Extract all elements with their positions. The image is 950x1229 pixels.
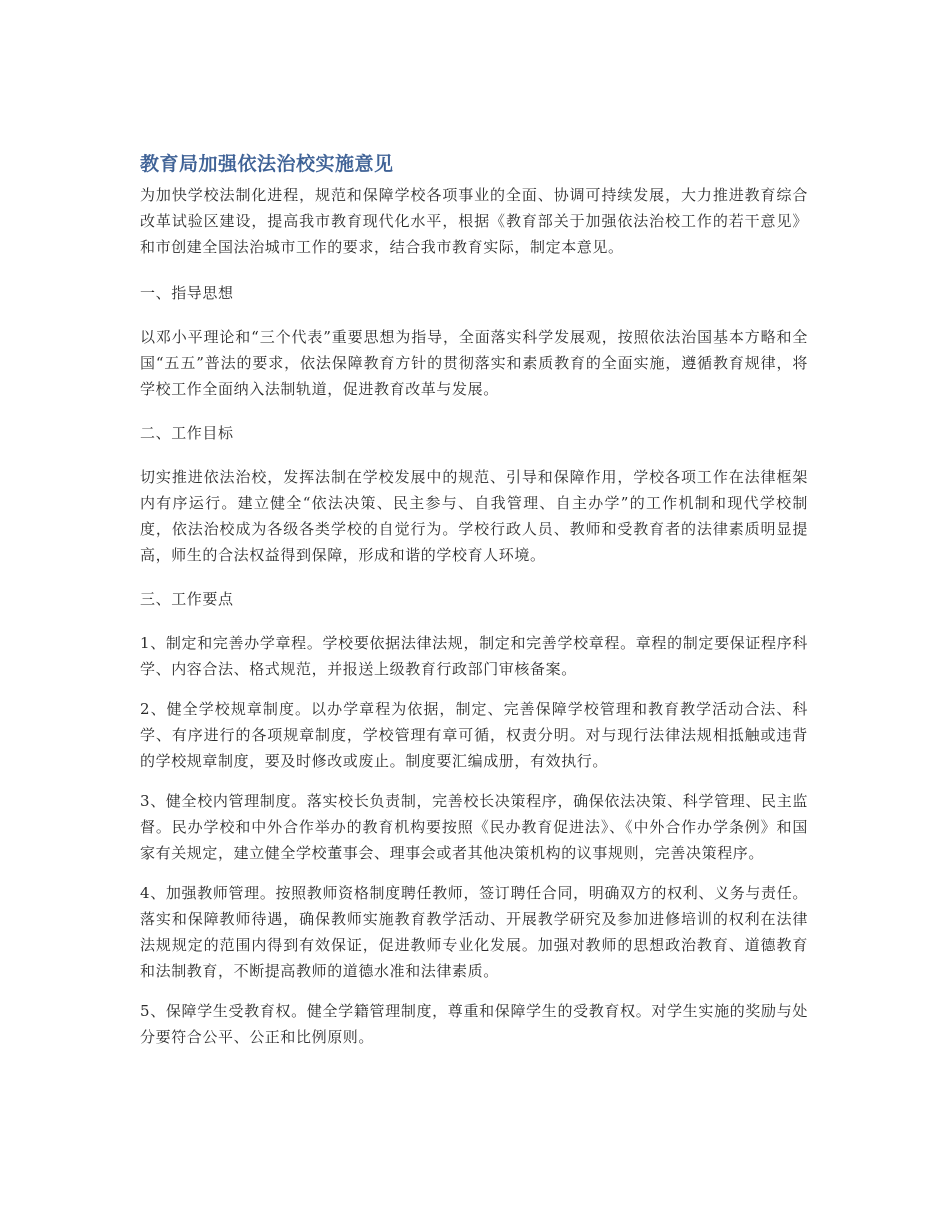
section-body-work-goals: 切实推进依法治校，发挥法制在学校发展中的规范、引导和保障作用，学校各项工作在法律框架内有序运行。建立健全“依法决策、民主参与、自我管理、自主办学”的工作机制和现代学校制度，依法治校成为各级各类学校的自觉行为。学校行政人员、教师和受教育者的法律素质明显提高，师生的合法权益得到保障，形成和谐的学校育人环境。 <box>140 468 808 564</box>
section-body-guiding-thought: 以邓小平理论和“三个代表”重要思想为指导，全面落实科学发展观，按照依法治国基本方略和全国“五五”普法的要求，依法保障教育方针的贯彻落实和素质教育的全面实施，遵循教育规律，将学校工作全面纳入法制轨道，促进教育改革与发展。 <box>140 328 808 398</box>
work-point-item: 5、保障学生受教育权。健全学籍管理制度，尊重和保障学生的受教育权。对学生实施的奖励与处分要符合公平、公正和比例原则。 <box>140 1002 808 1046</box>
document-page <box>140 150 808 1064</box>
section-heading-work-points: 三、工作要点 <box>140 590 234 608</box>
section-heading-guiding-thought: 一、指导思想 <box>140 284 234 302</box>
document-title: 教育局加强依法治校实施意见 <box>140 153 394 175</box>
section-heading-work-goals: 二、工作目标 <box>140 424 234 442</box>
work-point-item: 2、健全学校规章制度。以办学章程为依据，制定、完善保障学校管理和教育教学活动合法、科学、有序进行的各项规章制度，学校管理有章可循，权责分明。对与现行法律法规相抵触或违背的学校规章制度，要及时修改或废止。制度要汇编成册，有效执行。 <box>140 700 808 770</box>
work-point-item: 4、加强教师管理。按照教师资格制度聘任教师，签订聘任合同，明确双方的权利、义务与责任。落实和保障教师待遇，确保教师实施教育教学活动、开展教学研究及参加进修培训的权利在法律法规规定的范围内得到有效保证，促进教师专业化发展。加强对教师的思想政治教育、道德教育和法制教育，不断提高教师的道德水准和法律素质。 <box>140 884 808 980</box>
intro-paragraph: 为加快学校法制化进程，规范和保障学校各项事业的全面、协调可持续发展，大力推进教育综合改革试验区建设，提高我市教育现代化水平，根据《教育部关于加强依法治校工作的若干意见》和市创建全国法治城市工作的要求，结合我市教育实际，制定本意见。 <box>140 186 808 256</box>
work-point-item: 1、制定和完善办学章程。学校要依据法律法规，制定和完善学校章程。章程的制定要保证程序科学、内容合法、格式规范，并报送上级教育行政部门审核备案。 <box>140 634 808 678</box>
work-point-item: 3、健全校内管理制度。落实校长负责制，完善校长决策程序，确保依法决策、科学管理、民主监督。民办学校和中外合作举办的教育机构要按照《民办教育促进法》、《中外合作办学条例》和国家有关规定，建立健全学校董事会、理事会或者其他决策机构的议事规则，完善决策程序。 <box>140 792 808 862</box>
